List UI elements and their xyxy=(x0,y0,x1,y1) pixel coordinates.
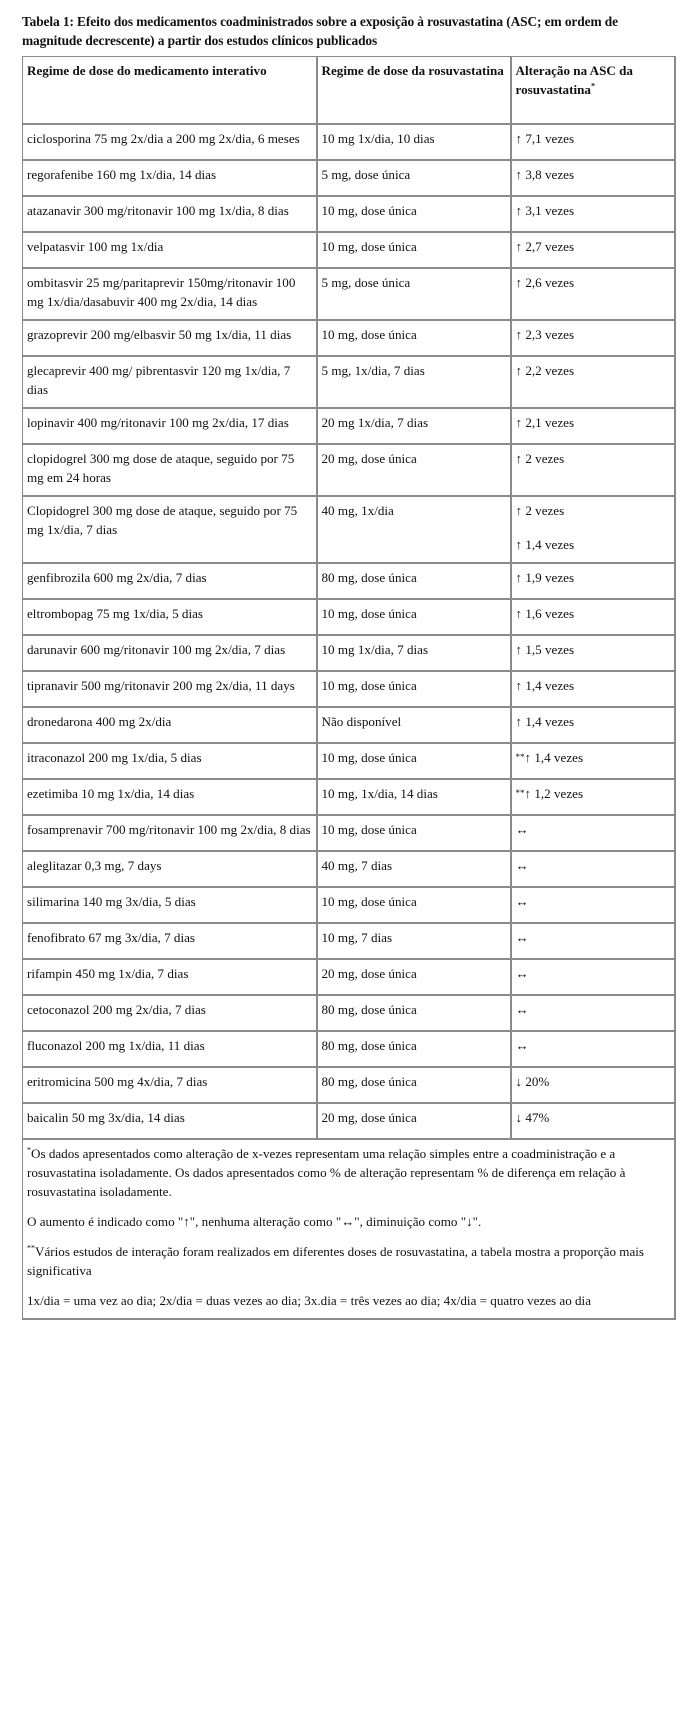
auc-change-cell xyxy=(511,851,675,887)
auc-change-text: ↑ 2,2 vezes xyxy=(515,363,575,378)
auc-change-value xyxy=(516,237,671,256)
rosuvastatin-regimen-cell: 5 mg, 1x/dia, 7 dias xyxy=(317,356,511,408)
table-row xyxy=(23,563,675,599)
table-row xyxy=(23,671,675,707)
drug-regimen-cell: silimarina 140 mg 3x/dia, 5 dias xyxy=(23,887,317,923)
footnote-1 xyxy=(27,1144,671,1201)
auc-change-cell xyxy=(511,160,675,196)
auc-change-text: ↔ xyxy=(515,1038,529,1053)
header-footnote-marker: * xyxy=(590,81,595,91)
rosuvastatin-regimen-cell: 80 mg, dose única xyxy=(317,1067,511,1103)
rosuvastatin-regimen-cell: 10 mg, dose única xyxy=(317,887,511,923)
table-body xyxy=(23,124,675,1139)
table-row xyxy=(23,496,675,563)
rosuvastatin-regimen-cell: 10 mg, dose única xyxy=(317,196,511,232)
drug-regimen-cell: cetoconazol 200 mg 2x/dia, 7 dias xyxy=(23,995,317,1031)
table-row xyxy=(23,320,675,356)
footnote-3 xyxy=(27,1242,671,1280)
auc-change-cell xyxy=(511,995,675,1031)
footnote-marker: ** xyxy=(515,788,525,798)
footnote-1-marker: * xyxy=(27,1145,31,1155)
drug-regimen-cell: baicalin 50 mg 3x/dia, 14 dias xyxy=(23,1103,317,1139)
rosuvastatin-regimen-cell: 20 mg, dose única xyxy=(317,1103,511,1139)
auc-change-text: ↑ 1,4 vezes xyxy=(515,714,575,729)
auc-change-cell xyxy=(511,1067,675,1103)
drug-regimen-cell: aleglitazar 0,3 mg, 7 days xyxy=(23,851,317,887)
table-row xyxy=(23,851,675,887)
header-auc-change xyxy=(511,57,675,125)
auc-change-value xyxy=(516,129,671,148)
auc-change-text: ↔ xyxy=(515,1002,529,1017)
table-row xyxy=(23,707,675,743)
footnote-2: O aumento é indicado como "↑", nenhuma alteração como "↔", diminuição como "↓". xyxy=(27,1214,482,1229)
rosuvastatin-regimen-cell: 20 mg, dose única xyxy=(317,959,511,995)
drug-regimen-cell: eritromicina 500 mg 4x/dia, 7 dias xyxy=(23,1067,317,1103)
auc-change-value xyxy=(516,1036,671,1055)
footnote-1-text: Os dados apresentados como alteração de x-vezes representam uma relação simples entre a coadministração e a rosuvastatina isoladamente. Os dados apresentados como % de alteração representam % de diferença em relação à rosuvastatina isoladamente. xyxy=(27,1146,626,1199)
table-row xyxy=(23,815,675,851)
footnote-marker: ** xyxy=(515,752,525,762)
drug-regimen-cell: fosamprenavir 700 mg/ritonavir 100 mg 2x/dia, 8 dias xyxy=(23,815,317,851)
rosuvastatin-regimen-cell: 5 mg, dose única xyxy=(317,268,511,320)
table-row xyxy=(23,444,675,496)
drug-regimen-cell: dronedarona 400 mg 2x/dia xyxy=(23,707,317,743)
auc-change-cell xyxy=(511,887,675,923)
drug-regimen-cell: clopidogrel 300 mg dose de ataque, seguido por 75 mg em 24 horas xyxy=(23,444,317,496)
table-row xyxy=(23,232,675,268)
auc-change-value xyxy=(516,712,671,731)
drug-regimen-cell: ombitasvir 25 mg/paritaprevir 150mg/ritonavir 100 mg 1x/dia/dasabuvir 400 mg 2x/dia, 14 dias xyxy=(23,268,317,320)
drug-regimen-cell: itraconazol 200 mg 1x/dia, 5 dias xyxy=(23,743,317,779)
auc-change-cell xyxy=(511,444,675,496)
auc-change-value xyxy=(516,784,671,803)
drug-regimen-cell: ciclosporina 75 mg 2x/dia a 200 mg 2x/dia, 6 meses xyxy=(23,124,317,160)
table-row xyxy=(23,268,675,320)
rosuvastatin-regimen-cell: 10 mg, 1x/dia, 14 dias xyxy=(317,779,511,815)
auc-change-text: ↑ 2 vezes xyxy=(515,451,565,466)
auc-change-text: ↓ 47% xyxy=(515,1110,550,1125)
rosuvastatin-regimen-cell: 10 mg, dose única xyxy=(317,743,511,779)
rosuvastatin-regimen-cell: 80 mg, dose única xyxy=(317,563,511,599)
footnote-3-text: Vários estudos de interação foram realizados em diferentes doses de rosuvastatina, a tabela mostra a proporção mais significativa xyxy=(27,1244,644,1278)
footnote-row xyxy=(23,1139,675,1319)
drug-regimen-cell: ezetimiba 10 mg 1x/dia, 14 dias xyxy=(23,779,317,815)
auc-change-text: ↑ 2,7 vezes xyxy=(515,239,575,254)
auc-change-text: ↑ 1,4 vezes xyxy=(515,678,575,693)
table-row xyxy=(23,959,675,995)
auc-change-value xyxy=(516,856,671,875)
table-row xyxy=(23,408,675,444)
auc-change-cell xyxy=(511,599,675,635)
drug-regimen-cell: genfibrozila 600 mg 2x/dia, 7 dias xyxy=(23,563,317,599)
auc-change-cell xyxy=(511,635,675,671)
rosuvastatin-regimen-cell: 5 mg, dose única xyxy=(317,160,511,196)
table-row xyxy=(23,196,675,232)
table-row xyxy=(23,923,675,959)
auc-change-cell xyxy=(511,408,675,444)
document-page xyxy=(22,12,677,1320)
auc-change-cell xyxy=(511,671,675,707)
footnote-4: 1x/dia = uma vez ao dia; 2x/dia = duas vezes ao dia; 3x.dia = três vezes ao dia; 4x/dia = quatro vezes ao dia xyxy=(27,1293,592,1308)
auc-change-cell xyxy=(511,124,675,160)
auc-change-cell xyxy=(511,1031,675,1067)
table-row xyxy=(23,356,675,408)
drug-regimen-cell: fluconazol 200 mg 1x/dia, 11 dias xyxy=(23,1031,317,1067)
table-caption: Tabela 1: Efeito dos medicamentos coadministrados sobre a exposição à rosuvastatina (ASC; em ordem de magnitude decrescente) a partir dos estudos clínicos publicados xyxy=(22,14,618,48)
auc-change-text: ↑ 2,1 vezes xyxy=(515,415,575,430)
auc-change-cell xyxy=(511,268,675,320)
drug-regimen-cell: fenofibrato 67 mg 3x/dia, 7 dias xyxy=(23,923,317,959)
header-rosuvastatin-regimen: Regime de dose da rosuvastatina xyxy=(317,57,511,125)
auc-change-cell xyxy=(511,815,675,851)
auc-change-value xyxy=(516,568,671,587)
table-row xyxy=(23,124,675,160)
table-header-row xyxy=(23,57,675,125)
auc-change-value xyxy=(516,1072,671,1091)
auc-change-value xyxy=(516,501,671,520)
auc-change-text: ↑ 1,5 vezes xyxy=(515,642,575,657)
auc-change-text: ↔ xyxy=(515,894,529,909)
header-auc-change-label: Alteração na ASC da rosuvastatina xyxy=(515,63,633,97)
table-row xyxy=(23,1103,675,1139)
auc-change-value xyxy=(516,325,671,344)
auc-change-value xyxy=(516,165,671,184)
auc-change-cell xyxy=(511,232,675,268)
rosuvastatin-regimen-cell: 80 mg, dose única xyxy=(317,1031,511,1067)
drug-regimen-cell: grazoprevir 200 mg/elbasvir 50 mg 1x/dia, 11 dias xyxy=(23,320,317,356)
auc-change-text: ↑ 3,8 vezes xyxy=(515,167,575,182)
drug-regimen-cell: Clopidogrel 300 mg dose de ataque, seguido por 75 mg 1x/dia, 7 dias xyxy=(23,496,317,563)
auc-change-text: ↑ 1,2 vezes xyxy=(524,786,584,801)
auc-change-text: ↑ 2,3 vezes xyxy=(515,327,575,342)
auc-change-value xyxy=(516,449,671,468)
auc-change-cell xyxy=(511,707,675,743)
auc-change-text: ↓ 20% xyxy=(515,1074,550,1089)
auc-change-text: ↑ 1,9 vezes xyxy=(515,570,575,585)
footnotes xyxy=(23,1139,675,1319)
auc-change-text: ↔ xyxy=(515,930,529,945)
rosuvastatin-regimen-cell: 80 mg, dose única xyxy=(317,995,511,1031)
auc-change-text: ↑ 2,6 vezes xyxy=(515,275,575,290)
auc-change-value xyxy=(516,604,671,623)
auc-change-cell xyxy=(511,356,675,408)
auc-change-cell xyxy=(511,563,675,599)
rosuvastatin-regimen-cell: 40 mg, 7 dias xyxy=(317,851,511,887)
table-row xyxy=(23,599,675,635)
drug-regimen-cell: regorafenibe 160 mg 1x/dia, 14 dias xyxy=(23,160,317,196)
auc-change-cell xyxy=(511,779,675,815)
auc-change-text: ↔ xyxy=(515,858,529,873)
rosuvastatin-regimen-cell: 10 mg, dose única xyxy=(317,320,511,356)
auc-change-text: ↑ 1,6 vezes xyxy=(515,606,575,621)
table-row xyxy=(23,635,675,671)
auc-change-value xyxy=(516,535,671,554)
auc-change-cell xyxy=(511,320,675,356)
rosuvastatin-regimen-cell: Não disponível xyxy=(317,707,511,743)
auc-change-value xyxy=(516,361,671,380)
rosuvastatin-regimen-cell: 10 mg, dose única xyxy=(317,815,511,851)
auc-change-value xyxy=(516,413,671,432)
table-row xyxy=(23,995,675,1031)
drug-regimen-cell: atazanavir 300 mg/ritonavir 100 mg 1x/dia, 8 dias xyxy=(23,196,317,232)
table-row xyxy=(23,1031,675,1067)
auc-change-text: ↑ 1,4 vezes xyxy=(515,537,575,552)
auc-change-value xyxy=(516,1000,671,1019)
drug-regimen-cell: darunavir 600 mg/ritonavir 100 mg 2x/dia, 7 dias xyxy=(23,635,317,671)
rosuvastatin-regimen-cell: 10 mg 1x/dia, 10 dias xyxy=(317,124,511,160)
auc-change-value xyxy=(516,928,671,947)
auc-change-cell xyxy=(511,196,675,232)
table-row xyxy=(23,160,675,196)
auc-change-value xyxy=(516,1108,671,1127)
drug-regimen-cell: velpatasvir 100 mg 1x/dia xyxy=(23,232,317,268)
rosuvastatin-regimen-cell: 20 mg 1x/dia, 7 dias xyxy=(317,408,511,444)
rosuvastatin-regimen-cell: 10 mg, dose única xyxy=(317,232,511,268)
auc-change-text: ↑ 3,1 vezes xyxy=(515,203,575,218)
auc-change-cell xyxy=(511,923,675,959)
auc-change-value xyxy=(516,892,671,911)
auc-change-value xyxy=(516,820,671,839)
rosuvastatin-regimen-cell: 10 mg 1x/dia, 7 dias xyxy=(317,635,511,671)
interaction-table xyxy=(22,56,676,1320)
auc-change-value xyxy=(516,748,671,767)
auc-change-text: ↑ 7,1 vezes xyxy=(515,131,575,146)
rosuvastatin-regimen-cell: 10 mg, dose única xyxy=(317,599,511,635)
auc-change-value xyxy=(516,201,671,220)
table-row xyxy=(23,743,675,779)
table-row xyxy=(23,887,675,923)
auc-change-value xyxy=(516,640,671,659)
drug-regimen-cell: glecaprevir 400 mg/ pibrentasvir 120 mg 1x/dia, 7 dias xyxy=(23,356,317,408)
drug-regimen-cell: tipranavir 500 mg/ritonavir 200 mg 2x/dia, 11 days xyxy=(23,671,317,707)
rosuvastatin-regimen-cell: 40 mg, 1x/dia xyxy=(317,496,511,563)
auc-change-value xyxy=(516,964,671,983)
drug-regimen-cell: rifampin 450 mg 1x/dia, 7 dias xyxy=(23,959,317,995)
drug-regimen-cell: eltrombopag 75 mg 1x/dia, 5 dias xyxy=(23,599,317,635)
table-row xyxy=(23,779,675,815)
footnote-3-marker: ** xyxy=(27,1243,35,1253)
auc-change-value xyxy=(516,273,671,292)
auc-change-text: ↑ 1,4 vezes xyxy=(524,750,584,765)
auc-change-cell xyxy=(511,496,675,563)
auc-change-cell xyxy=(511,1103,675,1139)
auc-change-text: ↔ xyxy=(515,822,529,837)
rosuvastatin-regimen-cell: 10 mg, dose única xyxy=(317,671,511,707)
rosuvastatin-regimen-cell: 20 mg, dose única xyxy=(317,444,511,496)
auc-change-cell xyxy=(511,743,675,779)
rosuvastatin-regimen-cell: 10 mg, 7 dias xyxy=(317,923,511,959)
auc-change-text: ↑ 2 vezes xyxy=(515,503,565,518)
auc-change-text: ↔ xyxy=(515,966,529,981)
auc-change-cell xyxy=(511,959,675,995)
header-drug-regimen: Regime de dose do medicamento interativo xyxy=(23,57,317,125)
table-row xyxy=(23,1067,675,1103)
auc-change-value xyxy=(516,676,671,695)
drug-regimen-cell: lopinavir 400 mg/ritonavir 100 mg 2x/dia, 17 dias xyxy=(23,408,317,444)
